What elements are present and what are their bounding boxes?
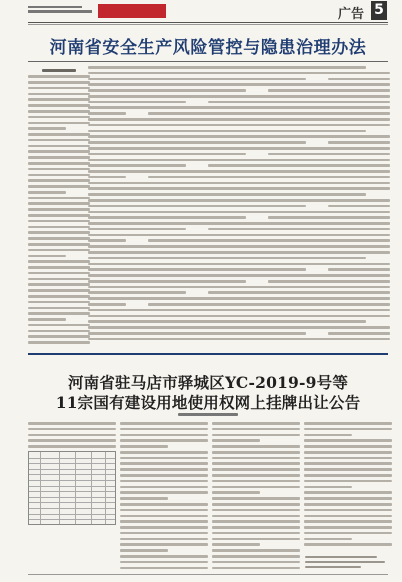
body-column: [88, 66, 150, 348]
body-column: [28, 66, 90, 348]
footer-rule: [28, 574, 388, 575]
section-tag: 广告: [338, 7, 365, 22]
newspaper-logo: [98, 4, 166, 18]
contact-block: [305, 556, 385, 571]
header-rule-secondary: [28, 24, 388, 25]
body-column: [328, 66, 390, 348]
page-number: 5: [371, 1, 387, 20]
page-header: [0, 0, 402, 26]
land-parcel-table: [28, 451, 116, 525]
notice-column: [212, 422, 300, 572]
notice-column: [120, 422, 208, 572]
article-headline: 河南省安全生产风险管控与隐患治理办法: [49, 38, 367, 58]
header-info: [28, 6, 98, 13]
body-column: [208, 66, 270, 348]
notice-headline-line-2: 11宗国有建设用地使用权网上挂牌出让公告: [55, 393, 361, 412]
notice-headline-line-1: 河南省驻马店市驿城区YC-2019-9号等: [67, 373, 349, 392]
headline-rule: [28, 61, 388, 62]
notice-column: [304, 422, 392, 549]
body-column: [268, 66, 330, 348]
header-rule: [28, 22, 388, 23]
section-separator: [28, 353, 388, 355]
notice-column: [28, 422, 116, 451]
notice-byline: [178, 413, 238, 416]
body-column: [148, 66, 210, 348]
